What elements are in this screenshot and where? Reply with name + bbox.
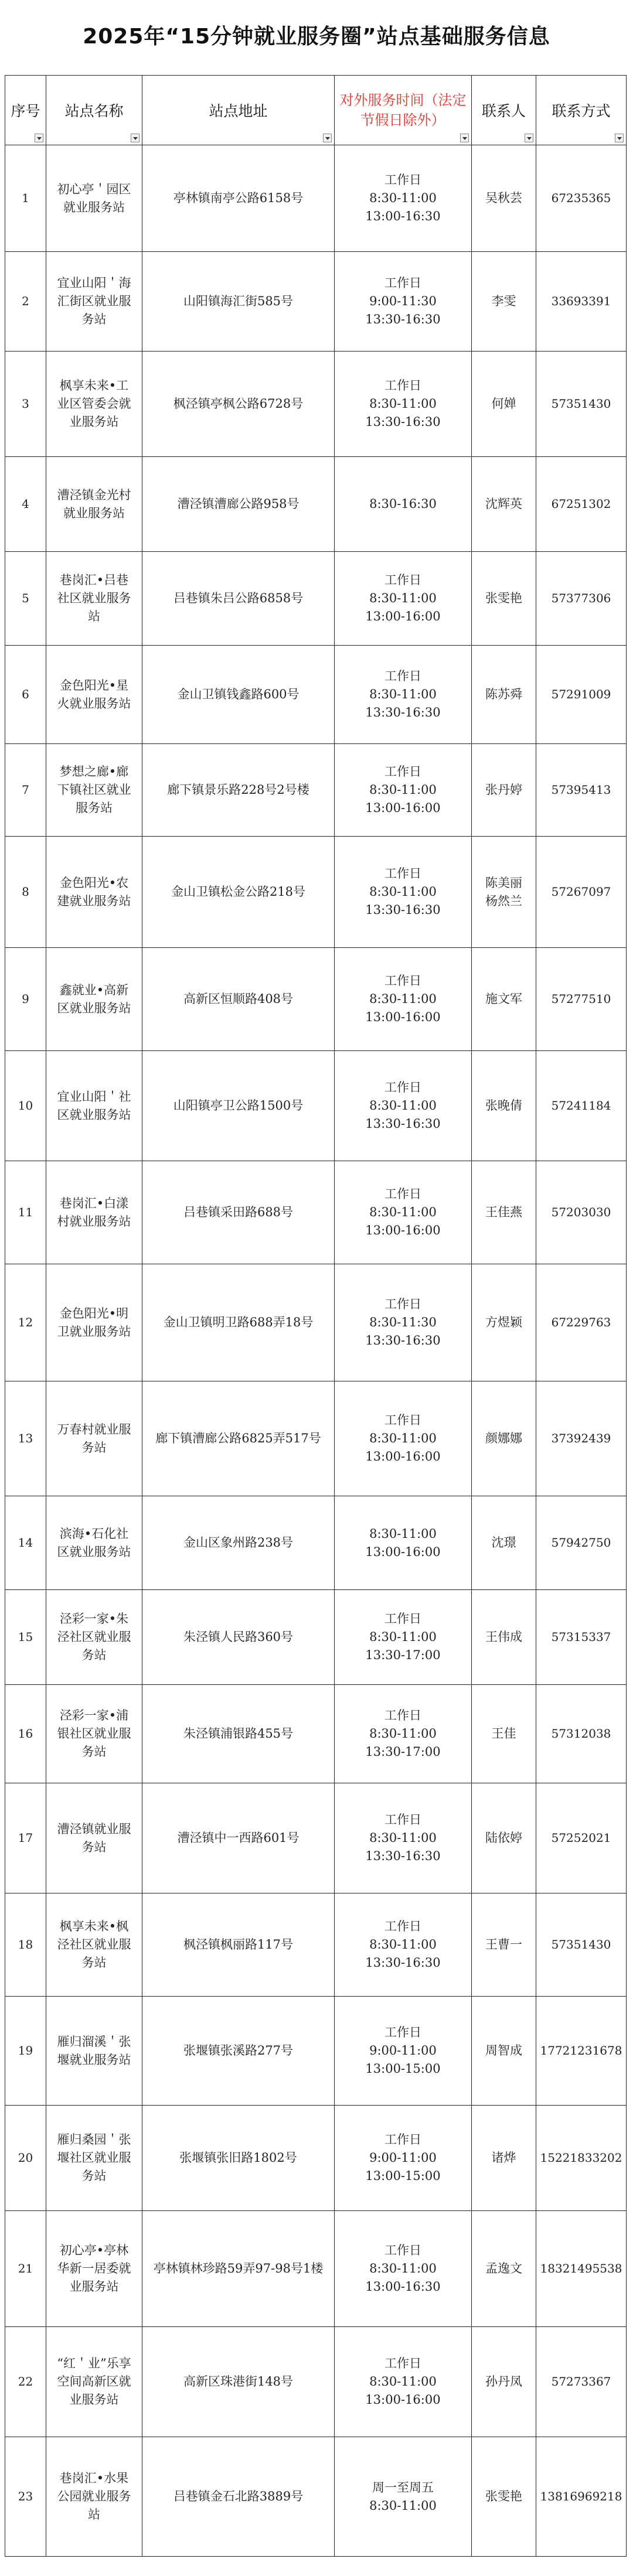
cell-station-name: 巷岗汇•吕巷社区就业服务站: [46, 552, 142, 646]
cell-station-name: 初心亭＇园区就业服务站: [46, 145, 142, 252]
hours-line: 13:30-16:30: [365, 1956, 441, 1970]
hours-line: 13:00-16:30: [365, 2280, 441, 2294]
cell-station-name: 雁归溜溪＇张堰就业服务站: [46, 1997, 142, 2106]
cell-station-name: 宜业山阳＇社区就业服务站: [46, 1051, 142, 1161]
cell-phone: 57273367: [536, 2327, 627, 2437]
cell-address: 廊下镇景乐路228号2号楼: [142, 744, 335, 837]
hours-line: 工作日: [384, 2356, 421, 2370]
cell-contact: 王曹一: [472, 1893, 536, 1997]
table-row: [5, 457, 627, 552]
header-address: [142, 76, 335, 145]
cell-station-name: 枫享未来•工业区管委会就业服务站: [46, 352, 142, 457]
cell-no: 13: [5, 1381, 46, 1496]
hours-line: 8:30-11:00: [369, 191, 437, 205]
cell-no: 22: [5, 2327, 46, 2437]
cell-address: 漕泾镇中一西路601号: [142, 1783, 335, 1893]
cell-station-name: 漕泾镇金光村就业服务站: [46, 457, 142, 552]
cell-hours: [335, 252, 472, 352]
cell-no: 4: [5, 457, 46, 552]
cell-station-name: 巷岗汇•水果公园就业服务站: [46, 2437, 142, 2557]
cell-phone: 57377306: [536, 552, 627, 646]
hours-line: 工作日: [384, 276, 421, 290]
cell-address: 张堰镇张溪路277号: [142, 1997, 335, 2106]
cell-phone: 57351430: [536, 1893, 627, 1997]
hours-line: 13:00-16:00: [365, 801, 441, 815]
cell-contact: 孟逸文: [472, 2211, 536, 2327]
hours-line: 8:30-11:00: [369, 885, 437, 899]
hours-line: 13:00-16:00: [365, 1010, 441, 1024]
hours-line: 工作日: [384, 866, 421, 881]
header-address-label: 站点地址: [209, 103, 268, 120]
cell-no: 12: [5, 1264, 46, 1381]
cell-address: 张堰镇张旧路1802号: [142, 2106, 335, 2211]
hours-line: 8:30-11:00: [369, 687, 437, 701]
cell-phone: 57315337: [536, 1590, 627, 1685]
hours-line: 工作日: [384, 1612, 421, 1626]
cell-hours: [335, 744, 472, 837]
table-row: [5, 2437, 627, 2557]
cell-station-name: “红＇业”乐享空间高新区就业服务站: [46, 2327, 142, 2437]
header-no: [5, 76, 46, 145]
cell-contact: 张晚倩: [472, 1051, 536, 1161]
cell-no: 23: [5, 2437, 46, 2557]
cell-station-name: 梦想之廊•廊下镇社区就业服务站: [46, 744, 142, 837]
filter-dropdown-icon[interactable]: [131, 134, 139, 142]
cell-hours: [335, 1997, 472, 2106]
table-row: [5, 1783, 627, 1893]
cell-no: 8: [5, 837, 46, 948]
hours-line: 13:30-16:30: [365, 1849, 441, 1863]
header-name: [46, 76, 142, 145]
cell-hours: [335, 837, 472, 948]
hours-line: 工作日: [384, 2243, 421, 2257]
cell-phone: 57351430: [536, 352, 627, 457]
cell-station-name: 枫享未来•枫泾社区就业服务站: [46, 1893, 142, 1997]
hours-line: 8:30-11:00: [369, 1727, 437, 1741]
cell-station-name: 金色阳光•明卫就业服务站: [46, 1264, 142, 1381]
cell-station-name: 泾彩一家•朱泾社区就业服务站: [46, 1590, 142, 1685]
header-contact: [472, 76, 536, 145]
hours-line: 13:30-16:30: [365, 1117, 441, 1131]
cell-hours: [335, 1893, 472, 1997]
cell-no: 20: [5, 2106, 46, 2211]
cell-station-name: 漕泾镇就业服务站: [46, 1783, 142, 1893]
hours-line: 9:00-11:00: [369, 2043, 437, 2058]
hours-line: 工作日: [384, 669, 421, 683]
cell-phone: 57312038: [536, 1685, 627, 1783]
cell-address: 金山卫镇明卫路688弄18号: [142, 1264, 335, 1381]
cell-contact: 张丹婷: [472, 744, 536, 837]
cell-no: 5: [5, 552, 46, 646]
cell-no: 6: [5, 646, 46, 744]
cell-phone: 33693391: [536, 252, 627, 352]
cell-contact: 张雯艳: [472, 2437, 536, 2557]
hours-line: 工作日: [384, 1187, 421, 1201]
cell-phone: 67229763: [536, 1264, 627, 1381]
cell-address: 枫泾镇亭枫公路6728号: [142, 352, 335, 457]
cell-hours: [335, 2211, 472, 2327]
cell-address: 漕泾镇漕廊公路958号: [142, 457, 335, 552]
header-phone: [536, 76, 627, 145]
hours-line: 工作日: [384, 1708, 421, 1722]
cell-phone: 57252021: [536, 1783, 627, 1893]
filter-dropdown-icon[interactable]: [460, 134, 469, 142]
header-row: [5, 76, 627, 145]
table-row: [5, 145, 627, 252]
cell-no: 11: [5, 1161, 46, 1264]
cell-hours: [335, 1685, 472, 1783]
cell-station-name: 滨海•石化社区就业服务站: [46, 1496, 142, 1590]
cell-no: 18: [5, 1893, 46, 1997]
table-row: [5, 744, 627, 837]
hours-line: 工作日: [384, 573, 421, 587]
cell-address: 朱泾镇人民路360号: [142, 1590, 335, 1685]
cell-phone: 57395413: [536, 744, 627, 837]
cell-address: 吕巷镇朱吕公路6858号: [142, 552, 335, 646]
cell-address: 枫泾镇枫丽路117号: [142, 1893, 335, 1997]
cell-address: 高新区珠港街148号: [142, 2327, 335, 2437]
cell-phone: 15221833202: [536, 2106, 627, 2211]
cell-station-name: 泾彩一家•浦银社区就业服务站: [46, 1685, 142, 1783]
cell-contact: 沈璟: [472, 1496, 536, 1590]
cell-contact: 孙丹凤: [472, 2327, 536, 2437]
hours-line: 8:30-11:00: [369, 1937, 437, 1951]
cell-hours: [335, 1051, 472, 1161]
table-row: [5, 352, 627, 457]
table-row: [5, 1590, 627, 1685]
cell-address: 吕巷镇采田路688号: [142, 1161, 335, 1264]
cell-no: 21: [5, 2211, 46, 2327]
cell-no: 17: [5, 1783, 46, 1893]
table-row: [5, 1997, 627, 2106]
cell-contact: 何婵: [472, 352, 536, 457]
hours-line: 8:30-11:00: [369, 1831, 437, 1845]
cell-no: 10: [5, 1051, 46, 1161]
cell-contact: 陆依婷: [472, 1783, 536, 1893]
hours-line: 工作日: [384, 1080, 421, 1094]
cell-phone: 17721231678: [536, 1997, 627, 2106]
cell-station-name: 金色阳光•农建就业服务站: [46, 837, 142, 948]
hours-line: 8:30-11:00: [369, 1098, 437, 1113]
cell-hours: [335, 2106, 472, 2211]
table-row: [5, 1051, 627, 1161]
hours-line: 13:00-16:00: [365, 609, 441, 623]
cell-contact: 王佳: [472, 1685, 536, 1783]
hours-line: 13:30-16:30: [365, 312, 441, 326]
cell-contact: 吴秋芸: [472, 145, 536, 252]
cell-contact: 李雯: [472, 252, 536, 352]
hours-line: 工作日: [384, 173, 421, 187]
cell-contact: 王佳燕: [472, 1161, 536, 1264]
table-row: [5, 1685, 627, 1783]
cell-contact: 陈苏舜: [472, 646, 536, 744]
cell-station-name: 鑫就业•高新区就业服务站: [46, 948, 142, 1051]
hours-line: 13:30-16:30: [365, 705, 441, 719]
table-row: [5, 1893, 627, 1997]
cell-no: 14: [5, 1496, 46, 1590]
hours-line: 9:00-11:30: [369, 294, 437, 308]
hours-line: 工作日: [384, 1413, 421, 1427]
hours-line: 8:30-11:00: [369, 1431, 437, 1445]
cell-address: 金山卫镇松金公路218号: [142, 837, 335, 948]
cell-phone: 57203030: [536, 1161, 627, 1264]
cell-contact: 张雯艳: [472, 552, 536, 646]
header-no-label: 序号: [11, 103, 40, 120]
cell-phone: 37392439: [536, 1381, 627, 1496]
cell-no: 2: [5, 252, 46, 352]
cell-station-name: 宜业山阳＇海汇街区就业服务站: [46, 252, 142, 352]
cell-hours: [335, 1783, 472, 1893]
cell-station-name: 万春村就业服务站: [46, 1381, 142, 1496]
cell-hours: [335, 145, 472, 252]
hours-line: 13:30-16:30: [365, 1333, 441, 1347]
cell-hours: [335, 457, 472, 552]
filter-dropdown-icon[interactable]: [525, 134, 533, 142]
cell-station-name: 巷岗汇•白漾村就业服务站: [46, 1161, 142, 1264]
cell-phone: 57277510: [536, 948, 627, 1051]
cell-no: 16: [5, 1685, 46, 1783]
cell-hours: [335, 352, 472, 457]
cell-no: 15: [5, 1590, 46, 1685]
hours-line: 工作日: [384, 1297, 421, 1311]
cell-phone: 57942750: [536, 1496, 627, 1590]
hours-line: 8:30-11:00: [369, 783, 437, 797]
filter-dropdown-icon[interactable]: [35, 134, 43, 142]
table-row: [5, 1381, 627, 1496]
cell-phone: 18321495538: [536, 2211, 627, 2327]
cell-phone: 57241184: [536, 1051, 627, 1161]
header-name-label: 站点名称: [64, 103, 124, 120]
hours-line: 8:30-11:00: [369, 591, 437, 605]
cell-station-name: 初心亭•亭林华新一居委就业服务站: [46, 2211, 142, 2327]
cell-hours: [335, 2437, 472, 2557]
hours-line: 13:00-15:00: [365, 2062, 441, 2076]
hours-line: 8:30-11:30: [369, 1315, 437, 1329]
cell-address: 亭林镇南亭公路6158号: [142, 145, 335, 252]
table-row: [5, 552, 627, 646]
cell-contact: 诸烨: [472, 2106, 536, 2211]
hours-line: 13:30-17:00: [365, 1745, 441, 1759]
cell-no: 1: [5, 145, 46, 252]
hours-line: 13:00-16:00: [365, 1223, 441, 1237]
hours-line: 13:30-16:30: [365, 903, 441, 917]
header-hours-label: 对外服务时间（法定节假日除外）: [339, 92, 467, 128]
table-row: [5, 948, 627, 1051]
page-title: 2025年“15分钟就业服务圈”站点基础服务信息: [83, 24, 550, 49]
cell-station-name: 金色阳光•星火就业服务站: [46, 646, 142, 744]
hours-line: 13:00-15:00: [365, 2169, 441, 2183]
hours-line: 13:30-17:00: [365, 1648, 441, 1662]
table-row: [5, 2106, 627, 2211]
cell-address: 吕巷镇金石北路3889号: [142, 2437, 335, 2557]
table-row: [5, 837, 627, 948]
hours-line: 8:30-11:00: [369, 2498, 437, 2513]
cell-hours: [335, 1381, 472, 1496]
hours-line: 工作日: [384, 378, 421, 393]
cell-phone: 67235365: [536, 145, 627, 252]
cell-phone: 13816969218: [536, 2437, 627, 2557]
hours-line: 8:30-11:00: [369, 397, 437, 411]
table-row: [5, 646, 627, 744]
table-row: [5, 1161, 627, 1264]
cell-hours: [335, 948, 472, 1051]
hours-line: 8:30-11:00: [369, 1630, 437, 1644]
filter-dropdown-icon[interactable]: [615, 134, 624, 142]
table-body: [5, 145, 627, 2557]
cell-address: 金山卫镇钱鑫路600号: [142, 646, 335, 744]
filter-dropdown-icon[interactable]: [323, 134, 332, 142]
cell-contact: 方煜颖: [472, 1264, 536, 1381]
table-row: [5, 1264, 627, 1381]
hours-line: 8:30-16:30: [369, 497, 437, 511]
cell-address: 高新区恒顺路408号: [142, 948, 335, 1051]
hours-line: 8:30-11:00: [369, 1205, 437, 1219]
cell-no: 9: [5, 948, 46, 1051]
header-contact-label: 联系人: [481, 103, 526, 120]
cell-hours: [335, 2327, 472, 2437]
cell-address: 山阳镇海汇街585号: [142, 252, 335, 352]
cell-hours: [335, 1496, 472, 1590]
cell-address: 朱泾镇浦银路455号: [142, 1685, 335, 1783]
cell-hours: [335, 1161, 472, 1264]
hours-line: 工作日: [384, 2133, 421, 2147]
hours-line: 13:30-16:30: [365, 415, 441, 429]
cell-contact: 陈美丽 杨然兰: [472, 837, 536, 948]
cell-contact: 沈辉英: [472, 457, 536, 552]
hours-line: 工作日: [384, 1919, 421, 1933]
table-row: [5, 2211, 627, 2327]
cell-no: 3: [5, 352, 46, 457]
cell-contact: 颜娜娜: [472, 1381, 536, 1496]
cell-hours: [335, 646, 472, 744]
cell-phone: 57267097: [536, 837, 627, 948]
cell-hours: [335, 552, 472, 646]
hours-line: 13:00-16:00: [365, 1449, 441, 1463]
hours-line: 8:30-11:00: [369, 992, 437, 1006]
table-row: [5, 252, 627, 352]
cell-address: 亭林镇林珍路59弄97-98号1楼: [142, 2211, 335, 2327]
hours-line: 9:00-11:00: [369, 2151, 437, 2165]
cell-address: 山阳镇亭卫公路1500号: [142, 1051, 335, 1161]
cell-contact: 施文军: [472, 948, 536, 1051]
cell-contact: 周智成: [472, 1997, 536, 2106]
cell-phone: 57291009: [536, 646, 627, 744]
cell-address: 金山区象州路238号: [142, 1496, 335, 1590]
hours-line: 13:00-16:00: [365, 1544, 441, 1559]
hours-line: 8:30-11:00: [369, 2261, 437, 2275]
hours-line: 工作日: [384, 765, 421, 779]
cell-hours: [335, 1590, 472, 1685]
hours-line: 工作日: [384, 2025, 421, 2039]
hours-line: 周一至周五: [372, 2480, 434, 2495]
hours-line: 工作日: [384, 974, 421, 988]
cell-phone: 67251302: [536, 457, 627, 552]
hours-line: 13:00-16:00: [365, 2393, 441, 2407]
cell-station-name: 雁归桑园＇张堰社区就业服务站: [46, 2106, 142, 2211]
hours-line: 8:30-11:00: [369, 2374, 437, 2389]
cell-no: 19: [5, 1997, 46, 2106]
header-phone-label: 联系方式: [552, 103, 611, 120]
header-hours: [335, 76, 472, 145]
service-table: [5, 75, 627, 2557]
hours-line: 工作日: [384, 1813, 421, 1827]
hours-line: 8:30-11:00: [369, 1526, 437, 1541]
table-row: [5, 2327, 627, 2437]
cell-address: 廊下镇漕廊公路6825弄517号: [142, 1381, 335, 1496]
cell-hours: [335, 1264, 472, 1381]
cell-contact: 王伟成: [472, 1590, 536, 1685]
table-row: [5, 1496, 627, 1590]
hours-line: 13:00-16:30: [365, 209, 441, 223]
cell-no: 7: [5, 744, 46, 837]
